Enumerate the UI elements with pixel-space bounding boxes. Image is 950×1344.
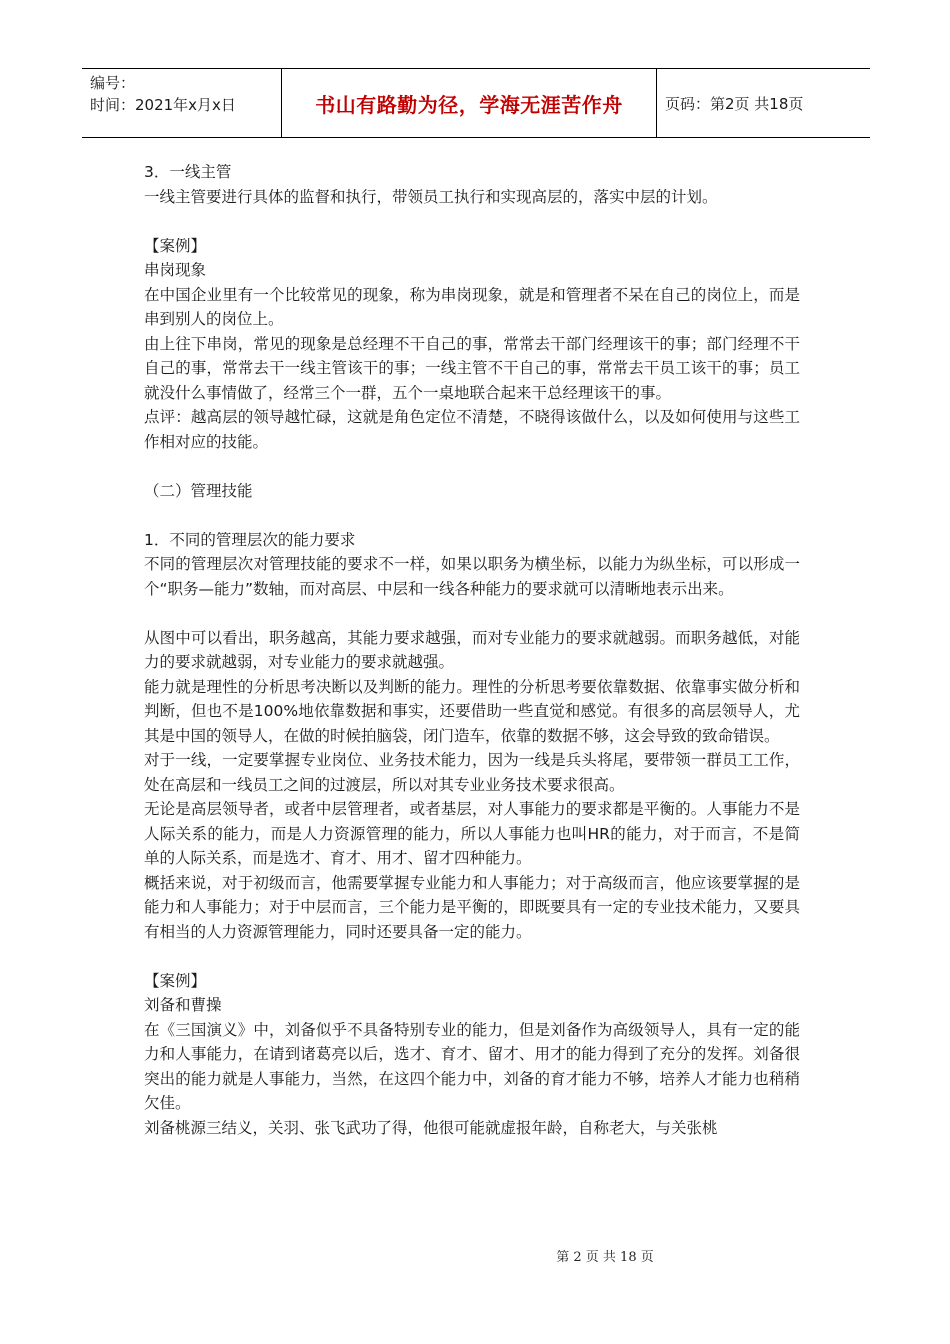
page-footer: 第 2 页 共 18 页: [556, 1250, 654, 1265]
paragraph: （二）管理技能: [144, 481, 253, 500]
blank-line: [144, 601, 800, 626]
paragraph: 无论是高层领导者，或者中层管理者，或者基层，对人事能力的要求都是平衡的。人事能力不是人际关系的能力，而是人力资源管理的能力，所以人事能力也叫HR的能力，对于而言，不是简单的人际关系，而是选才、育才、用才、留才四种能力。: [144, 800, 800, 867]
paragraph: 一线主管要进行具体的监督和执行，带领员工执行和实现高层的，落实中层的计划。: [144, 187, 718, 206]
paragraph: 【案例】: [144, 236, 207, 255]
paragraph: 在《三国演义》中，刘备似乎不具备特别专业的能力，但是刘备作为高级领导人，具有一定的能力和人事能力，在请到诸葛亮以后，选才、育才、留才、用才的能力得到了充分的发挥。刘备很突出的能力就是人事能力，当然，在这四个能力中，刘备的育才能力不够，培养人才能力也稍稍欠佳。: [144, 1020, 800, 1112]
page-header: [82, 68, 870, 138]
paragraph: 串岗现象: [144, 261, 207, 279]
paragraph: 概括来说，对于初级而言，他需要掌握专业能力和人事能力；对于高级而言，他应该要掌握的是能力和人事能力；对于中层而言，三个能力是平衡的，即既要具有一定的专业技术能力，又要具有相当的人力资源管理能力，同时还要具备一定的能力。: [144, 873, 800, 941]
paragraph: 3．一线主管: [144, 163, 232, 181]
document-number: 编号：: [90, 74, 136, 92]
document-body: [144, 160, 800, 1140]
paragraph: 1．不同的管理层次的能力要求: [144, 530, 356, 549]
header-page-cell: [657, 69, 870, 137]
blank-line: [144, 503, 800, 528]
document-date: 时间：2021年x月x日: [90, 96, 236, 114]
blank-line: [144, 944, 800, 969]
paragraph: 从图中可以看出，职务越高，其能力要求越强，而对专业能力的要求就越弱。而职务越低，对能力的要求就越弱，对专业能力的要求就越强。: [144, 628, 800, 671]
paragraph: 对于一线，一定要掌握专业岗位、业务技术能力，因为一线是兵头将尾，要带领一群员工工作，处在高层和一线员工之间的过渡层，所以对其专业业务技术要求很高。: [144, 751, 800, 794]
header-motto: 书山有路勤为径，学海无涯苦作舟: [315, 92, 623, 117]
blank-line: [144, 454, 800, 479]
header-motto-cell: [282, 69, 657, 137]
paragraph: 在中国企业里有一个比较常见的现象，称为串岗现象，就是和管理者不呆在自己的岗位上，而是串到别人的岗位上。: [144, 285, 800, 328]
paragraph: 【案例】: [144, 971, 207, 990]
paragraph: 由上往下串岗，常见的现象是总经理不干自己的事，常常去干部门经理该干的事；部门经理不干自己的事，常常去干一线主管该干的事；一线主管不干自己的事，常常去干员工该干的事；员工就没什么事情做了，经常三个一群，五个一桌地联合起来干总经理该干的事。: [144, 334, 800, 402]
header-page-info: 页码：第2页 共18页: [665, 94, 804, 113]
paragraph: 刘备桃源三结义，关羽、张飞武功了得，他很可能就虚报年龄，自称老大，与关张桃: [144, 1118, 718, 1137]
paragraph: 刘备和曹操: [144, 996, 222, 1014]
blank-line: [144, 209, 800, 234]
paragraph: 不同的管理层次对管理技能的要求不一样，如果以职务为横坐标，以能力为纵坐标，可以形成一个“职务—能力”数轴，而对高层、中层和一线各种能力的要求就可以清晰地表示出来。: [144, 555, 800, 598]
paragraph: 能力就是理性的分析思考决断以及判断的能力。理性的分析思考要依靠数据、依靠事实做分析和判断，但也不是100%地依靠数据和事实，还要借助一些直觉和感觉。有很多的高层领导人，尤其是中国的领导人，在做的时候拍脑袋，闭门造车，依靠的数据不够，这会导致的致命错误。: [144, 677, 800, 745]
paragraph: 点评：越高层的领导越忙碌，这就是角色定位不清楚，不晓得该做什么，以及如何使用与这些工作相对应的技能。: [144, 408, 800, 451]
header-meta: [82, 69, 282, 137]
